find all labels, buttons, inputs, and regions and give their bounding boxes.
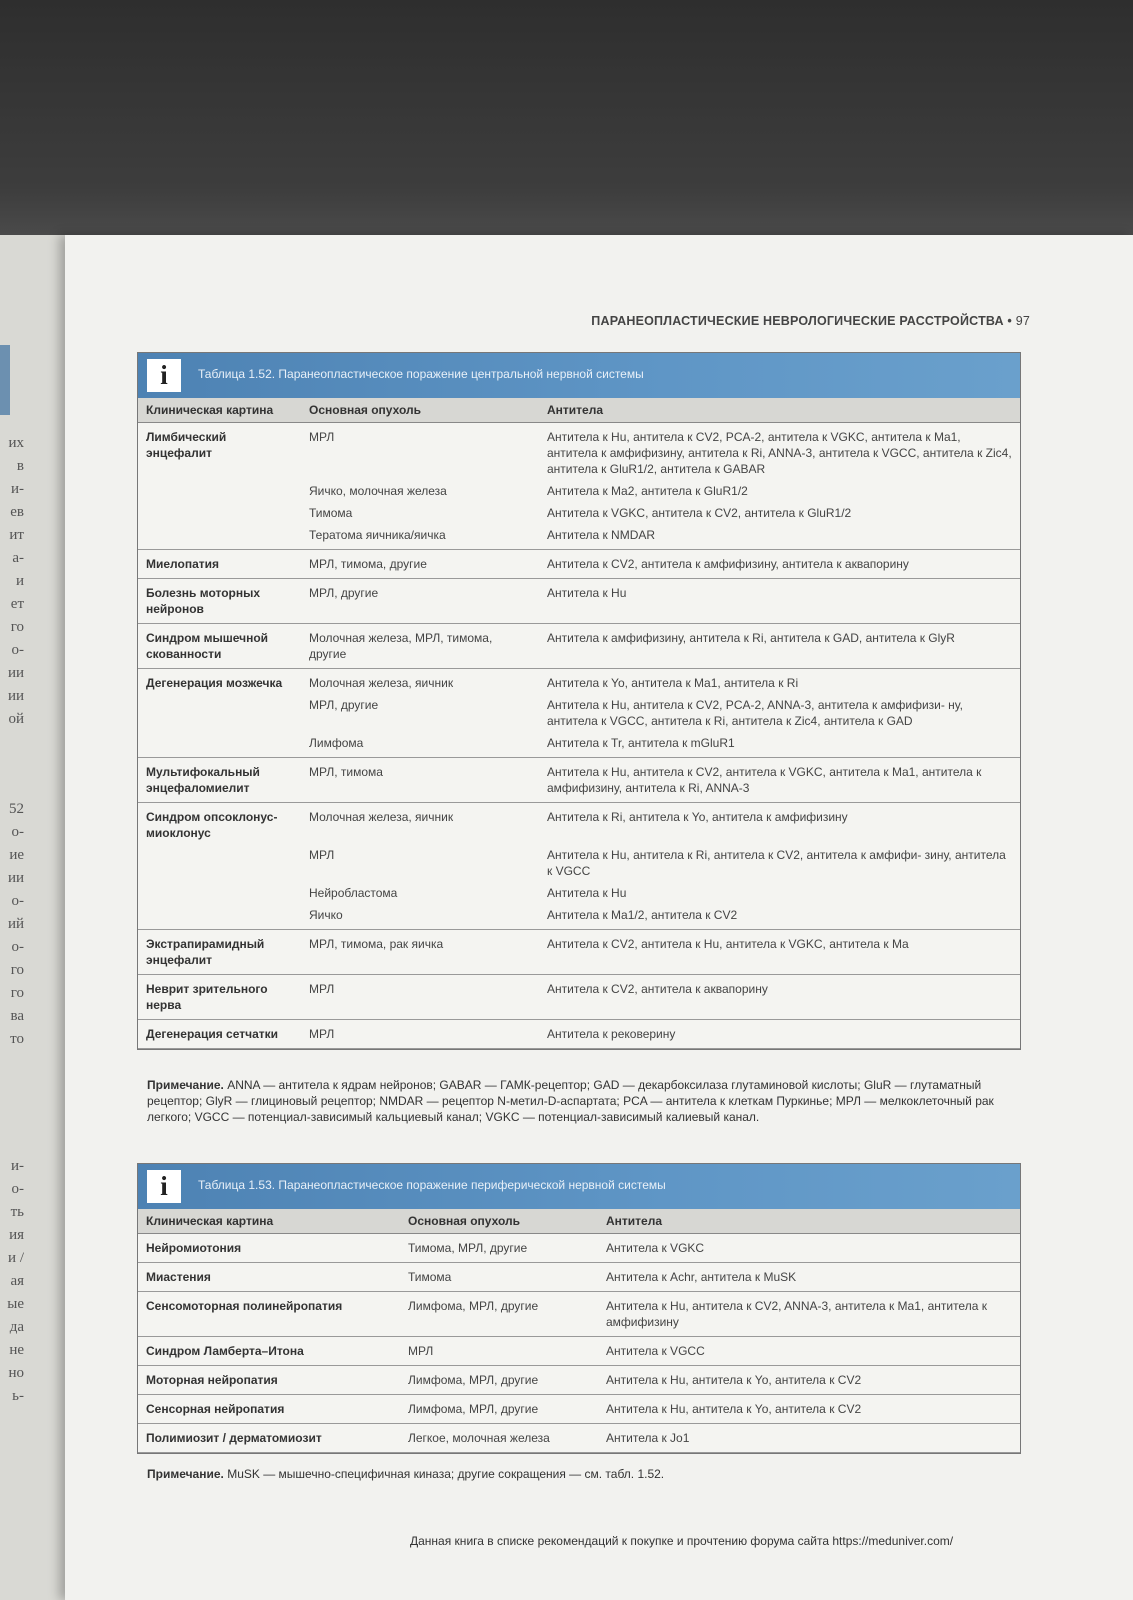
previous-page-edge [0, 235, 65, 1600]
tumor-cell: Лимфома, МРЛ, другие [400, 1395, 598, 1424]
clinical-picture-cell: Миастения [138, 1263, 400, 1292]
table-1-52-title: Таблица 1.52. Паранеопластическое поражение центральной нервной системы [198, 367, 644, 381]
table-1-53-title: Таблица 1.53. Паранеопластическое поражение периферической нервной системы [198, 1178, 666, 1192]
clinical-picture-cell: Лимбический энцефалит [146, 430, 227, 460]
clinical-picture-cell: Миелопатия [138, 550, 301, 579]
page-edge-fragment: ия [9, 1227, 24, 1243]
table-row [138, 1263, 1020, 1292]
clinical-picture-cell: Синдром опсоклонус-миоклонус [146, 810, 278, 840]
table-row [138, 1234, 1020, 1263]
table-row [138, 904, 1020, 930]
clinical-picture-cell [138, 502, 301, 524]
antibodies-cell: Антитела к Hu [539, 579, 1020, 624]
column-header: Основная опухоль [400, 1209, 598, 1234]
table-row [138, 1337, 1020, 1366]
table-row [138, 550, 1020, 579]
clinical-picture-cell: Мультифокальный энцефаломиелит [138, 758, 301, 803]
clinical-picture-cell [138, 904, 301, 930]
page-edge-fragment: их [8, 435, 24, 451]
antibodies-cell: Антитела к Hu, антитела к Yo, антитела к CV2 [598, 1366, 1020, 1395]
page-edge-fragment: ев [10, 504, 24, 520]
antibodies-cell: Антитела к CV2, антитела к Hu, антитела к VGKC, антитела к Ma [539, 930, 1020, 975]
page-edge-fragment: о- [11, 642, 24, 658]
note-label: Примечание. [147, 1467, 224, 1481]
tumor-cell: МРЛ, тимома, другие [301, 550, 539, 579]
previous-page-color-bar [0, 345, 10, 415]
table-row [138, 624, 1020, 669]
clinical-picture-cell: Болезнь моторных нейронов [138, 579, 301, 624]
column-header: Основная опухоль [301, 398, 539, 423]
page-edge-fragment: и [15, 573, 24, 589]
page-edge-fragment: ь- [12, 1388, 24, 1404]
table-row [138, 1424, 1020, 1453]
table-1-52-note [147, 1077, 1017, 1125]
table-row [138, 930, 1020, 975]
table-1-53-grid [138, 1209, 1020, 1453]
table-row [138, 694, 1020, 732]
table-row [138, 758, 1020, 803]
tumor-cell: МРЛ [309, 430, 335, 444]
page-edge-fragment: 52 [9, 801, 24, 817]
tumor-cell: Молочная железа, МРЛ, тимома, другие [301, 624, 539, 669]
antibodies-cell: Антитела к Hu, антитела к CV2, ANNA-3, антитела к Ma1, антитела к амфифизину [598, 1292, 1020, 1337]
page-edge-fragment: ий [7, 916, 24, 932]
page-edge-fragment: ии [7, 665, 24, 681]
page-edge-fragment: го [10, 962, 24, 978]
table-row [138, 1395, 1020, 1424]
clinical-picture-cell: Сенсорная нейропатия [138, 1395, 400, 1424]
antibodies-cell: Антитела к Hu, антитела к Yo, антитела к CV2 [598, 1395, 1020, 1424]
antibodies-cell: Антитела к VGCC [598, 1337, 1020, 1366]
page-edge-fragment: ые [7, 1296, 24, 1312]
running-head [420, 314, 1030, 328]
clinical-picture-cell [138, 732, 301, 758]
page-edge-fragment: то [10, 1031, 24, 1047]
tumor-cell: Тимома [309, 506, 353, 520]
tumor-cell: МРЛ, другие [301, 579, 539, 624]
tumor-cell: Нейробластома [309, 886, 398, 900]
tumor-cell: Лимфома, МРЛ, другие [400, 1292, 598, 1337]
clinical-picture-cell: Синдром мышечной скованности [138, 624, 301, 669]
antibodies-cell: Антитела к Ma1/2, антитела к CV2 [539, 904, 1020, 930]
page-edge-fragment: ет [10, 596, 24, 612]
clinical-picture-cell: Дегенерация сетчатки [138, 1020, 301, 1049]
antibodies-cell: Антитела к Ri, антитела к Yo, антитела к амфифизину [547, 810, 848, 824]
tumor-cell: МРЛ [400, 1337, 598, 1366]
table-header-row [138, 1209, 1020, 1234]
clinical-picture-cell: Полимиозит / дерматомиозит [138, 1424, 400, 1453]
page-number: 97 [1015, 314, 1030, 328]
page-edge-fragment: ть [10, 1204, 24, 1220]
table-row [138, 1292, 1020, 1337]
table-row [138, 524, 1020, 550]
table-1-53-note [147, 1466, 1017, 1482]
page-edge-fragment: ая [10, 1273, 24, 1289]
site-footer-text: Данная книга в списке рекомендаций к покупке и прочтению форума сайта https://meduniver.com/ [410, 1534, 954, 1548]
tumor-cell: Лимфома, МРЛ, другие [400, 1366, 598, 1395]
page-edge-fragment: о- [11, 824, 24, 840]
page-edge-fragment: ии [7, 688, 24, 704]
page-edge-fragment: ит [9, 527, 24, 543]
tumor-cell: МРЛ [309, 848, 335, 862]
clinical-picture-cell [138, 480, 301, 502]
page-edge-fragment: не [9, 1342, 24, 1358]
page-edge-fragment: ой [8, 711, 24, 727]
antibodies-cell: Антитела к Ma2, антитела к GluR1/2 [547, 484, 748, 498]
antibodies-cell: Антитела к Yo, антитела к Ma1, антитела к Ri [547, 676, 799, 690]
clinical-picture-cell [138, 844, 301, 882]
scanner-background [0, 0, 1133, 235]
clinical-picture-cell: Синдром Ламберта–Итона [138, 1337, 400, 1366]
table-1-53-title-bar [138, 1164, 1020, 1209]
antibodies-cell: Антитела к Jo1 [598, 1424, 1020, 1453]
page-edge-fragment: и- [10, 1158, 24, 1174]
tumor-cell: МРЛ [301, 1020, 539, 1049]
clinical-picture-cell: Сенсомоторная полинейропатия [138, 1292, 400, 1337]
tumor-cell: МРЛ, тимома, рак яичка [301, 930, 539, 975]
column-header: Клиническая картина [138, 1209, 400, 1234]
tumor-cell: МРЛ, другие [309, 698, 379, 712]
running-head-title: ПАРАНЕОПЛАСТИЧЕСКИЕ НЕВРОЛОГИЧЕСКИЕ РАССТРОЙСТВА [591, 314, 1004, 328]
page-edge-fragment: да [9, 1319, 24, 1335]
antibodies-cell: Антитела к VGKC [598, 1234, 1020, 1263]
antibodies-cell: Антитела к Tr, антитела к mGluR1 [539, 732, 1020, 758]
table-row [138, 423, 1020, 481]
table-row [138, 803, 1020, 845]
column-header: Клиническая картина [138, 398, 301, 423]
antibodies-cell: Антитела к амфифизину, антитела к Ri, антитела к GAD, антитела к GlyR [539, 624, 1020, 669]
tumor-cell: Яичко [301, 904, 539, 930]
table-1-52-grid [138, 398, 1020, 1049]
table-row [138, 1020, 1020, 1049]
tumor-cell: Легкое, молочная железа [400, 1424, 598, 1453]
note-text: ANNA — антитела к ядрам нейронов; GABAR — ГАМК-рецептор; GAD — декарбоксилаза глутаминовой кислоты; GluR — глутаматный рецептор; GlyR — глициновый рецептор; NMDAR — рецептор N-метил-D-аспартата; PCA — антитела к клеткам Пуркинье; МРЛ — мелкоклеточный рак легкого; VGCC — потенциал-зависимый кальциевый канал; VGKC — потенциал-зависимый калиевый канал. [147, 1078, 994, 1124]
page-edge-fragment: ие [9, 847, 24, 863]
antibodies-cell: Антитела к CV2, антитела к амфифизину, антитела к аквапорину [539, 550, 1020, 579]
tumor-cell: Молочная железа, яичник [309, 676, 454, 690]
table-row [138, 882, 1020, 904]
antibodies-cell: Антитела к Hu, антитела к CV2, PCA-2, ANNA-3, антитела к амфифизи- ну, антитела к VGCC, антитела к Ri, антитела к Zic4, антитела к GAD [547, 698, 963, 728]
page-edge-fragment: а- [12, 550, 24, 566]
clinical-picture-cell: Нейромиотония [138, 1234, 400, 1263]
running-head-separator: • [1007, 314, 1012, 328]
clinical-picture-cell [138, 524, 301, 550]
note-text: MuSK — мышечно-специфичная киназа; другие сокращения — см. табл. 1.52. [227, 1467, 665, 1481]
page-edge-fragment: но [8, 1365, 24, 1381]
info-icon: i [147, 359, 181, 392]
clinical-picture-cell [138, 882, 301, 904]
info-icon: i [147, 1170, 181, 1203]
clinical-picture-cell: Неврит зрительного нерва [138, 975, 301, 1020]
tumor-cell: МРЛ, тимома [301, 758, 539, 803]
page-edge-fragment: о- [11, 939, 24, 955]
table-1-52 [137, 352, 1021, 1050]
table-header-row [138, 398, 1020, 423]
clinical-picture-cell: Экстрапирамидный энцефалит [138, 930, 301, 975]
table-row [138, 1366, 1020, 1395]
clinical-picture-cell: Дегенерация мозжечка [146, 676, 283, 690]
clinical-picture-cell: Моторная нейропатия [138, 1366, 400, 1395]
page-edge-fragment: ии [7, 870, 24, 886]
tumor-cell: МРЛ [301, 975, 539, 1020]
page-edge-fragment: го [10, 985, 24, 1001]
antibodies-cell: Антитела к VGKC, антитела к CV2, антитела к GluR1/2 [547, 506, 852, 520]
table-1-53 [137, 1163, 1021, 1454]
table-row [138, 579, 1020, 624]
antibodies-cell: Антитела к Hu [547, 886, 627, 900]
tumor-cell: Молочная железа, яичник [309, 810, 454, 824]
tumor-cell: Яичко, молочная железа [309, 484, 447, 498]
page-edge-fragment: го [10, 619, 24, 635]
table-row [138, 502, 1020, 524]
page-edge-fragment: и / [8, 1250, 24, 1266]
tumor-cell: Тератома яичника/яичка [301, 524, 539, 550]
table-row [138, 844, 1020, 882]
note-label: Примечание. [147, 1078, 224, 1092]
antibodies-cell: Антитела к NMDAR [539, 524, 1020, 550]
tumor-cell: Тимома, МРЛ, другие [400, 1234, 598, 1263]
antibodies-cell: Антитела к рековерину [539, 1020, 1020, 1049]
table-row [138, 732, 1020, 758]
antibodies-cell: Антитела к Achr, антитела к MuSK [598, 1263, 1020, 1292]
tumor-cell: Тимома [400, 1263, 598, 1292]
table-row [138, 480, 1020, 502]
clinical-picture-cell [138, 694, 301, 732]
page-edge-fragment: ва [10, 1008, 24, 1024]
page-edge-fragment: о- [11, 1181, 24, 1197]
antibodies-cell: Антитела к Hu, антитела к Ri, антитела к CV2, антитела к амфифи- зину, антитела к VGCC [547, 848, 1006, 878]
table-row [138, 669, 1020, 695]
antibodies-cell: Антитела к Hu, антитела к CV2, PCA-2, антитела к VGKC, антитела к Ma1, антитела к амфифизину, антитела к Ri, ANNA-3, антитела к VGCC, антитела к Zic4, антитела к GluR1/2, антитела к GABAR [547, 430, 1012, 476]
column-header: Антитела [598, 1209, 1020, 1234]
page-edge-fragment: в [16, 458, 24, 474]
page-edge-fragment: и- [10, 481, 24, 497]
column-header: Антитела [539, 398, 1020, 423]
antibodies-cell: Антитела к Hu, антитела к CV2, антитела к VGKC, антитела к Ma1, антитела к амфифизину, антитела к Ri, ANNA-3 [539, 758, 1020, 803]
antibodies-cell: Антитела к CV2, антитела к аквапорину [539, 975, 1020, 1020]
table-1-52-title-bar [138, 353, 1020, 398]
tumor-cell: Лимфома [301, 732, 539, 758]
page-edge-fragment: о- [11, 893, 24, 909]
table-row [138, 975, 1020, 1020]
